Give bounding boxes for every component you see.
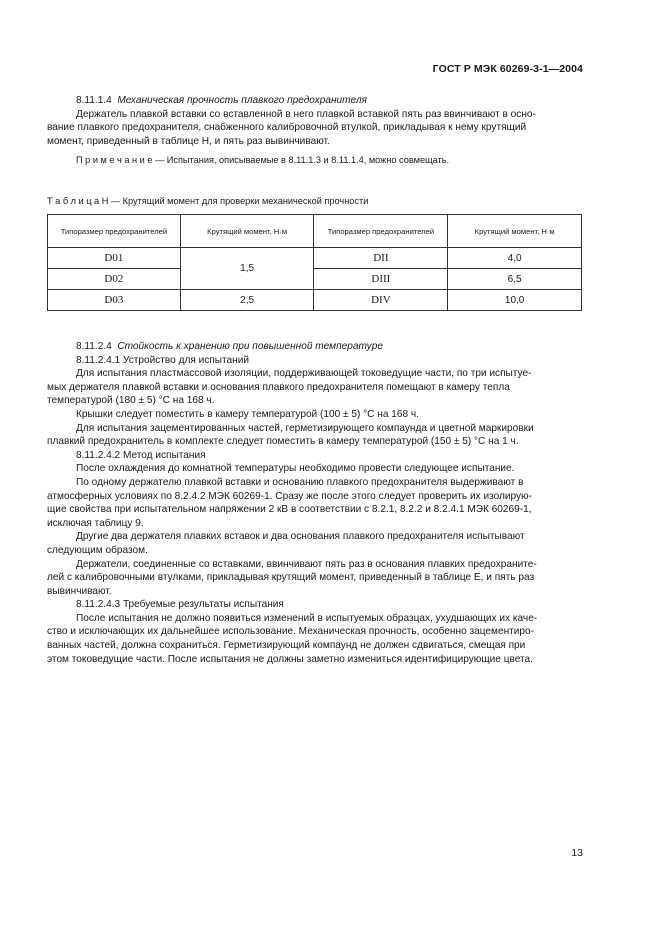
subsection-heading: 8.11.2.4.2 Метод испытания: [76, 449, 206, 461]
table-row: [48, 248, 582, 269]
paragraph-line: мых держателя плавкой вставки и основания плавкого предохранителя помещают в камеру тепла: [47, 381, 510, 393]
header-cell: Типоразмер предохранителей: [48, 215, 181, 248]
table-cell: D03: [48, 290, 181, 311]
header-cell: Крутящий момент, Н·м: [180, 215, 314, 248]
torque-table: [47, 214, 582, 311]
table-cell: 10,0: [448, 290, 582, 311]
header-cell: Крутящий момент, Н·м: [448, 215, 582, 248]
note-label: П р и м е ч а н и е: [76, 155, 153, 166]
paragraph-line: щие свойства при испытательном напряжении 2 кВ в соответствии с 8.2.1, 8.2.2 и 8.2.4.1 МЭК 60269-1,: [47, 504, 532, 516]
paragraph-line: После охлаждения до комнатной температуры необходимо провести следующее испытание.: [76, 463, 515, 475]
caption-text: Н — Крутящий момент для проверки механической прочности: [99, 196, 369, 206]
table-cell: 1,5: [180, 248, 314, 290]
table-cell: D01: [48, 248, 181, 269]
header-cell: Типоразмер предохранителей: [314, 215, 448, 248]
section-title: Стойкость к хранению при повышенной температуре: [117, 341, 383, 352]
table-cell: D02: [48, 269, 181, 290]
section-8-11-2-4: [47, 340, 582, 666]
caption-label: Т а б л и ц а: [47, 196, 100, 206]
page-number: 13: [571, 847, 583, 859]
table-cell: DII: [314, 248, 448, 269]
section-number: 8.11.2.4: [76, 341, 112, 352]
table-cell: DIV: [314, 290, 448, 311]
table-header-row: [48, 215, 582, 248]
paragraph-line: вывинчивают.: [47, 585, 112, 597]
paragraph-line: атмосферных условиях по 8.2.4.2 МЭК 60269-1. Сразу же после этого следует проверить их изолирую-: [47, 490, 532, 502]
section-8-11-1-4: [47, 94, 582, 168]
paragraph-line: Другие два держателя плавких вставок и два основания плавкого предохранителя испытывают: [76, 531, 525, 543]
subsection-heading: 8.11.2.4.1 Устройство для испытаний: [76, 354, 249, 366]
section-number: 8.11.1.4: [76, 95, 112, 106]
paragraph-line: Для испытания пластмассовой изоляции, поддерживающей токоведущие части, по три испытуе-: [76, 368, 532, 380]
paragraph-line: этом токоведущие части. После испытания не должны заметно измениться идентифицирующие цвета.: [47, 653, 533, 665]
table-cell: 4,0: [448, 248, 582, 269]
note: [76, 154, 582, 168]
note-text: — Испытания, описываемые в 8.11.1.3 и 8.11.1.4, можно совмещать.: [152, 155, 450, 166]
paragraph-line: После испытания не должно появиться изменений в испытуемых образцах, ухудшающих их каче-: [76, 612, 538, 624]
table-cell: 6,5: [448, 269, 582, 290]
table-cell: 2,5: [180, 290, 314, 311]
table-row: [48, 269, 582, 290]
table-row: [48, 290, 582, 311]
section-heading: [76, 94, 582, 108]
paragraph-line: ванных частей, должна сохраниться. Герметизирующий компаунд не должен сдвигаться, смещая при: [47, 640, 526, 652]
paragraph-line: вание плавкого предохранителя, снабженного калибровочной втулкой, прикладывая к нему крутящий: [47, 122, 527, 134]
paragraph-line: Держатель плавкой вставки со вставленной в него плавкой вставкой пять раз ввинчивают в осно-: [76, 108, 536, 120]
section-title: Механическая прочность плавкого предохранителя: [117, 95, 367, 106]
paragraph-line: плавкий предохранитель в комплекте следует поместить в камеру температурой (150 ± 5) °С на 1 ч.: [47, 436, 519, 448]
paragraph-line: По одному держателю плавкой вставки и основанию плавкого предохранителя выдерживают в: [76, 476, 524, 488]
paragraph-line: следующим образом.: [47, 544, 148, 556]
paragraph-line: Крышки следует поместить в камеру температурой (100 ± 5) °С на 168 ч.: [76, 408, 419, 420]
subsection-heading: 8.11.2.4.3 Требуемые результаты испытания: [76, 599, 284, 611]
section-heading: [76, 340, 582, 354]
paragraph-line: температурой (180 ± 5) °С на 168 ч.: [47, 395, 215, 407]
table-caption: [47, 196, 368, 206]
paragraph-line: Держатели, соединенные со вставками, ввинчивают пять раз в основания плавких предохраните-: [76, 558, 537, 570]
paragraph-line: момент, приведенный в таблице Н, и пять раз вывинчивают.: [47, 135, 330, 147]
paragraph-line: ство и исключающих их дальнейшее использование. Механическая прочность, особенно зацементиро-: [47, 626, 534, 638]
paragraph-line: лей с калибровочными втулками, прикладывая крутящий момент, приведенный в таблице Е, и пять раз: [47, 572, 535, 584]
paragraph-line: исключая таблицу 9.: [47, 517, 144, 529]
table-cell: DIII: [314, 269, 448, 290]
document-code: ГОСТ Р МЭК 60269-3-1—2004: [432, 63, 583, 75]
paragraph-line: Для испытания зацементированных частей, герметизирующего компаунда и цветной маркировки: [76, 422, 534, 434]
